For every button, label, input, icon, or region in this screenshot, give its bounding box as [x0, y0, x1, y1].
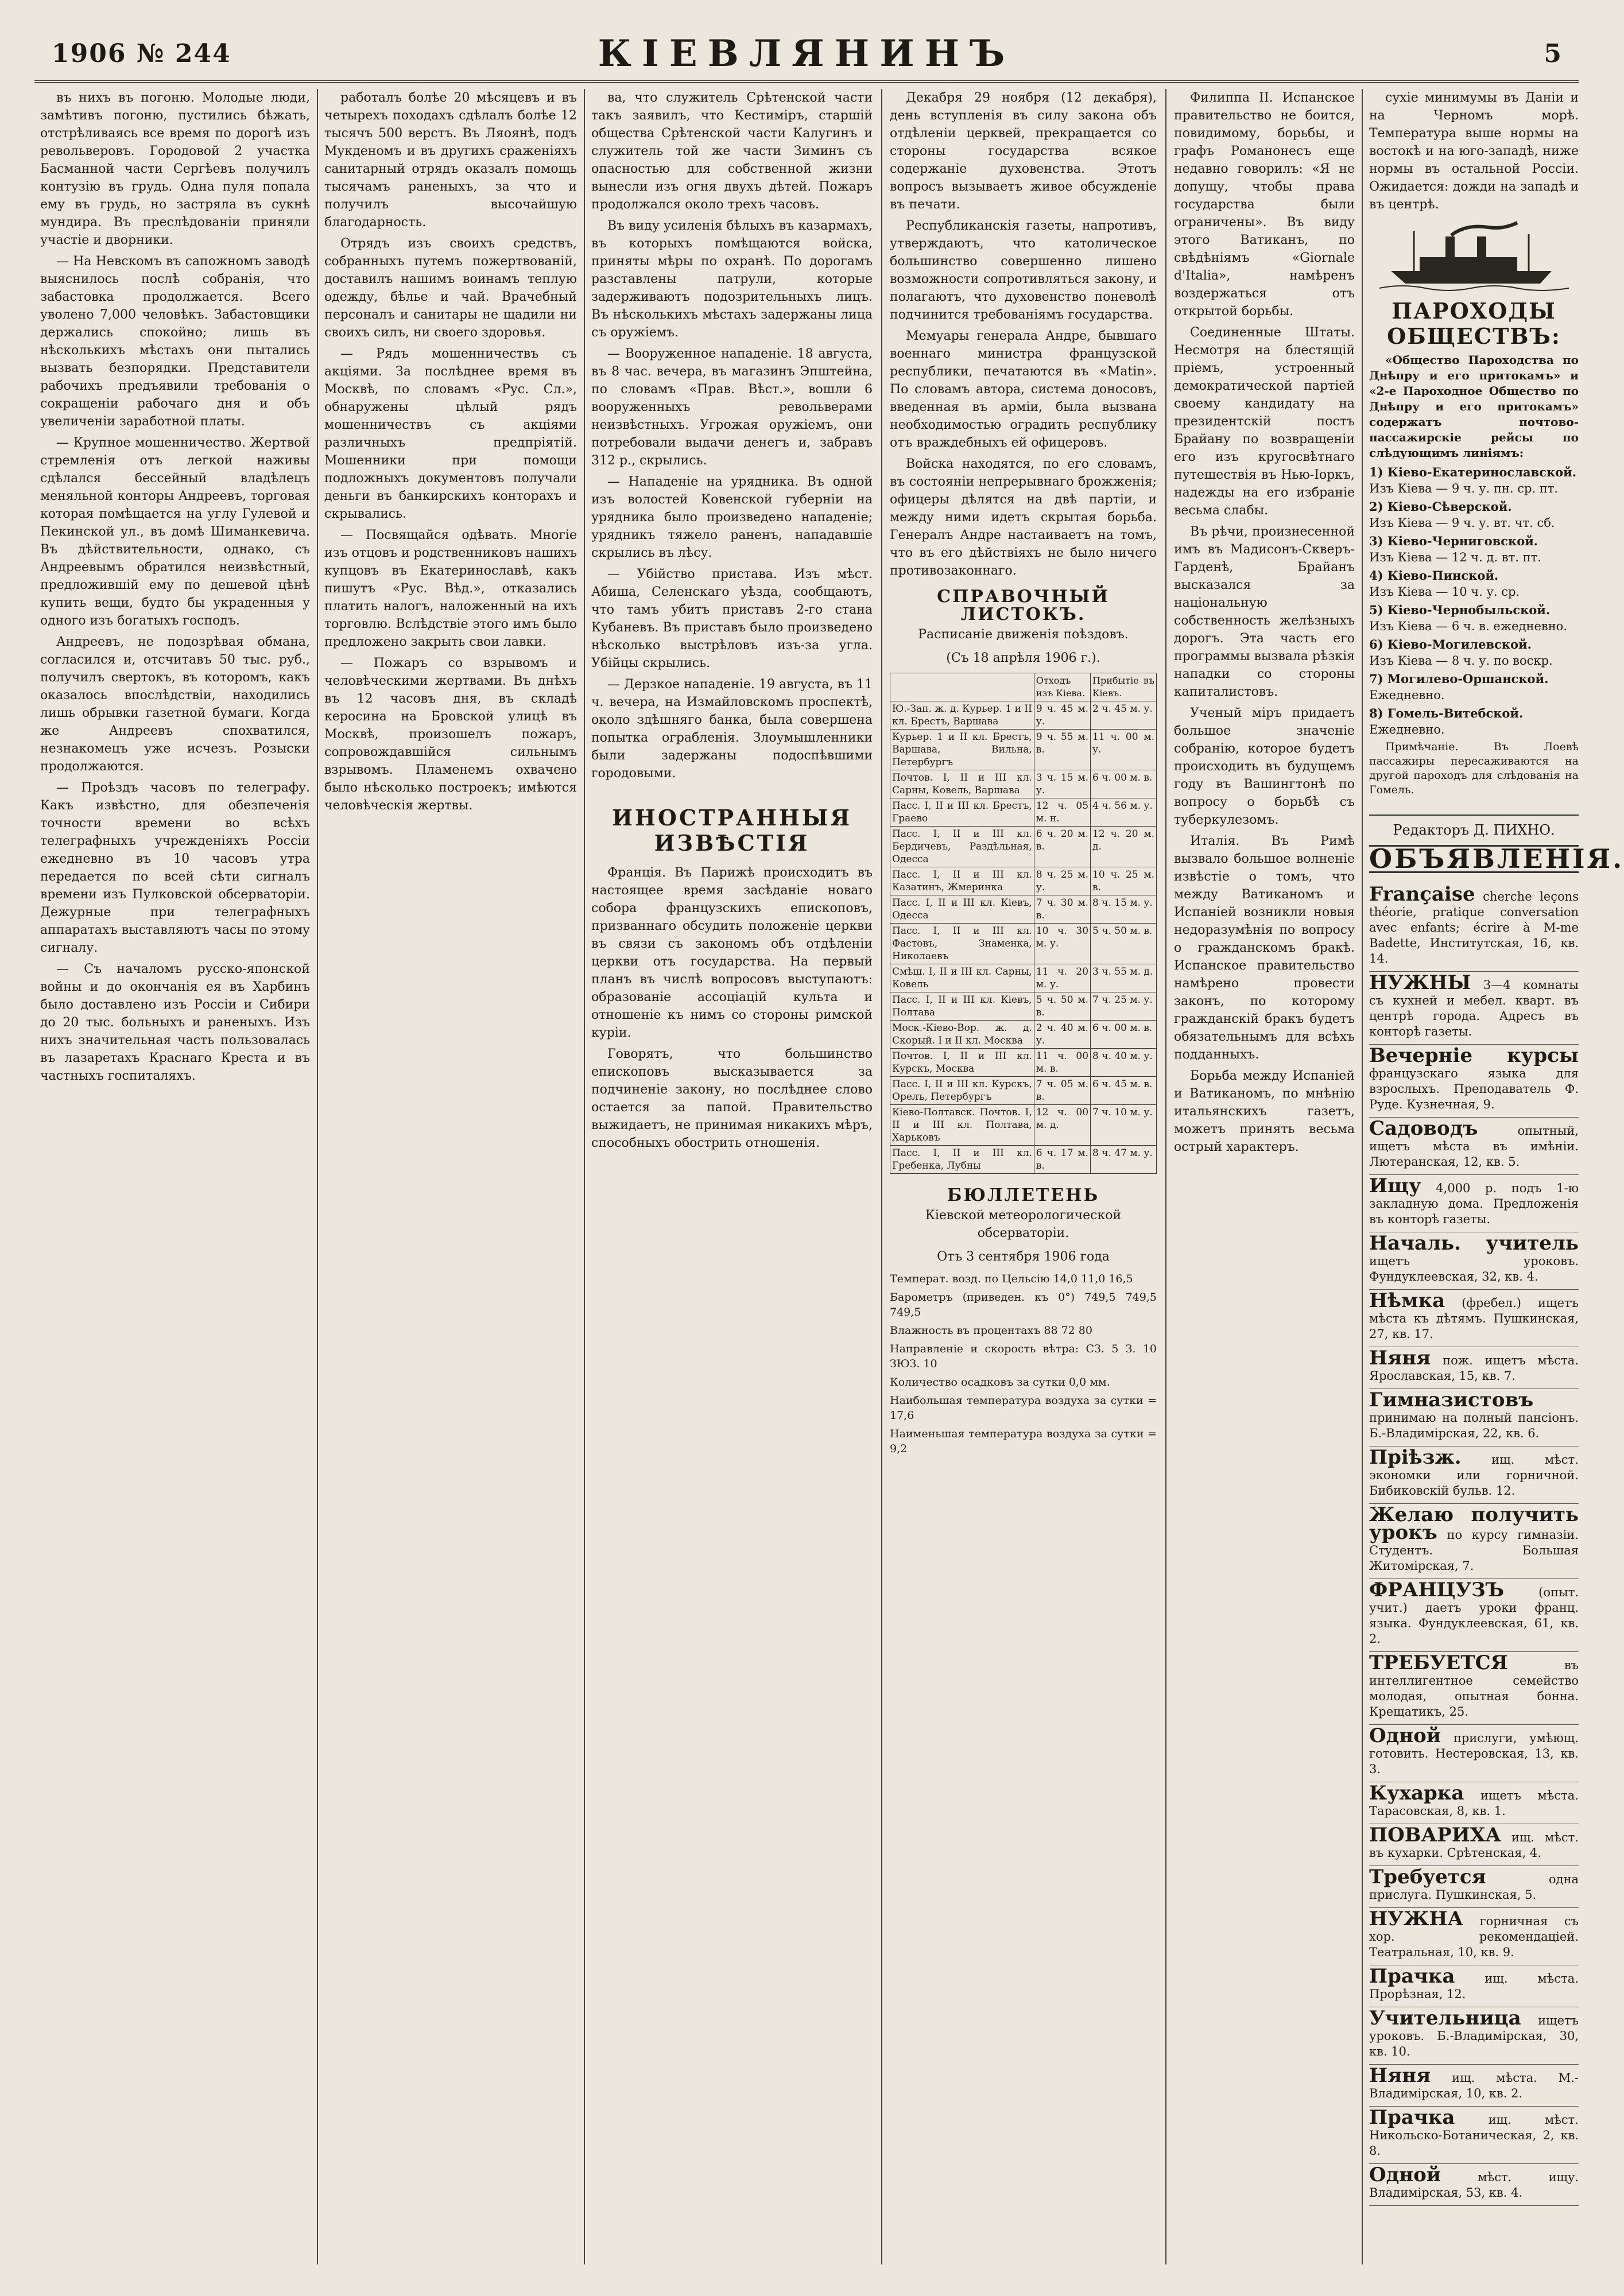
- article-paragraph: Декабря 29 ноября (12 декабря), день вступленія въ силу закона объ отдѣленіи церквей, прекращается со стороны государства всякое содержаніе духовенства. Этотъ вопросъ вызываетъ живое обсужденіе въ печати.: [890, 91, 1157, 212]
- timetable-row: [890, 992, 1157, 1021]
- ad-text: пож. ищетъ мѣста. Ярославская, 15, кв. 7.: [1369, 1353, 1579, 1383]
- ad-keyword: Одной: [1369, 2163, 1441, 2186]
- classified-ad: [1369, 972, 1579, 1045]
- article-paragraph: Андреевъ, не подозрѣвая обмана, согласился и, отсчитавъ 50 тыс. руб., получилъ свертокъ, въ которомъ, какъ оказалось впослѣдствіи, находились лишь обрывки газетной бумаги. Когда же Андреевъ спохватился, незнакомецъ уже исчезъ. Розыски продолжаются.: [40, 635, 310, 774]
- ad-text: (фребел.) ищетъ мѣста къ дѣтямъ. Пушкинская, 27, кв. 17.: [1369, 1296, 1579, 1341]
- train-route: Пасс. I, II и III кл. Курскъ, Орелъ, Петербургъ: [890, 1077, 1034, 1105]
- bulletin-line: Температ. возд. по Цельсію 14,0 11,0 16,5: [890, 1273, 1133, 1285]
- ad-keyword: Ищу: [1369, 1174, 1421, 1197]
- column-rule: [317, 89, 318, 2264]
- ad-keyword: Няня: [1369, 1347, 1431, 1370]
- column-6: [1369, 89, 1624, 2264]
- ad-keyword: Нѣмка: [1369, 1289, 1445, 1312]
- bulletin-line: Барометръ (приведен. къ 0°) 749,5 749,5 749,5: [890, 1291, 1157, 1318]
- ad-keyword: НУЖНА: [1369, 1907, 1464, 1930]
- ad-text: опытный, ищетъ мѣста въ имѣніи. Лютеранская, 12, кв. 5.: [1369, 1124, 1579, 1169]
- ad-text: cherche leçons théorie, pratique conversation avec enfants; écrire à M-me Badette, Институтская, 16, кв. 14.: [1369, 890, 1579, 965]
- editor-line: Редакторъ Д. ПИХНО.: [1369, 815, 1579, 839]
- timetable-row: [890, 895, 1157, 924]
- article-paragraph: — Съ началомъ русско-японской войны и до окончанія ея въ Харбинъ было доставлено изъ Россіи и Сибири до 20 тыс. больныхъ и раненыхъ. Изъ нихъ значительная часть пользовалась въ лазаретахъ Краснаго Креста и въ частныхъ госпиталяхъ.: [40, 962, 310, 1083]
- departure-time: 7 ч. 30 м. в.: [1034, 895, 1090, 924]
- route-item: [1369, 464, 1579, 497]
- ad-keyword: ТРЕБУЕТСЯ: [1369, 1651, 1508, 1674]
- bulletin-subtitle: Кіевской метеорологической обсерваторіи.: [925, 1208, 1122, 1240]
- ad-keyword: Кухарка: [1369, 1782, 1464, 1805]
- ad-text: ищетъ уроковъ. Б.-Владимірская, 30, кв. 10.: [1369, 2014, 1579, 2058]
- timetable-row: [890, 1049, 1157, 1077]
- train-route: Смѣш. I, II и III кл. Сарны, Ковель: [890, 964, 1034, 992]
- route-detail: Изъ Кіева — 9 ч. у. вт. чт. сб.: [1369, 516, 1555, 530]
- classified-ad: [1369, 1389, 1579, 1446]
- ad-keyword: Началь. учитель: [1369, 1232, 1579, 1255]
- weather-paragraph: сухіе минимумы въ Даніи и на Черномъ морѣ. Температура выше нормы на востокѣ и на юго-западѣ, ниже нормы въ остальной Россіи. Ожидается: дожди на западѣ и въ центрѣ.: [1369, 91, 1579, 212]
- classified-ad: [1369, 1908, 1579, 1965]
- route-name: 2) Кіево-Сѣверской.: [1369, 499, 1512, 514]
- column-3: [591, 89, 873, 2264]
- column-rule: [881, 89, 882, 2264]
- departure-time: 12 ч. 05 м. н.: [1034, 798, 1090, 827]
- route-item: [1369, 671, 1579, 703]
- ad-keyword: Прачка: [1369, 2106, 1455, 2129]
- bulletin-line: Наименьшая температура воздуха за сутки = 9,2: [890, 1428, 1157, 1455]
- train-route: Ю.-Зап. ж. д. Курьер. 1 и II кл. Брестъ, Варшава: [890, 701, 1034, 730]
- ad-text: 4,000 р. подъ 1-ю закладную дома. Предложенія въ конторѣ газеты.: [1369, 1181, 1579, 1226]
- issue-date: 1906 № 244: [52, 39, 231, 68]
- arrival-time: 12 ч. 20 м. д.: [1091, 827, 1157, 867]
- route-item: [1369, 705, 1579, 738]
- column-1: [40, 89, 310, 2264]
- classified-ad: [1369, 1579, 1579, 1652]
- ad-keyword: ПОВАРИХА: [1369, 1824, 1501, 1847]
- ad-text: ищетъ мѣста. Тарасовская, 8, кв. 1.: [1369, 1789, 1579, 1818]
- route-detail: Ежедневно.: [1369, 723, 1445, 736]
- ad-text: мѣст. ищу. Владимірская, 53, кв. 4.: [1369, 2170, 1579, 2200]
- classified-ad: [1369, 883, 1579, 972]
- classified-ad: [1369, 2107, 1579, 2164]
- route-detail: Изъ Кіева — 12 ч. д. вт. пт.: [1369, 550, 1541, 564]
- bulletin-line: Влажность въ процентахъ 88 72 80: [890, 1324, 1092, 1337]
- column-4: [890, 89, 1157, 2264]
- ad-keyword: Садоводъ: [1369, 1117, 1478, 1140]
- route-name: 8) Гомель-Витебской.: [1369, 706, 1524, 720]
- ad-text: ищ. мѣст. экономки или горничной. Бибиковскій бульв. 12.: [1369, 1453, 1579, 1498]
- article-paragraph: Отрядъ изъ своихъ средствъ, собранныхъ путемъ пожертвованій, доставилъ нашимъ воинамъ теплую одежду, бѣлье и чай. Врачебный персоналъ и санитары не щадили ни своихъ силъ, ни своего здоровья.: [324, 236, 577, 340]
- steamship-note: Примѣчаніе. Въ Лоевѣ пассажиры пересаживаются на другой пароходъ для слѣдованія на Гомель.: [1369, 740, 1579, 796]
- article-paragraph: Въ виду усиленія бѣлыхъ въ казармахъ, въ которыхъ помѣщаются войска, приняты мѣры по охранѣ. По дорогамъ разставлены патрули, которые задерживаютъ подозрительныхъ лицъ. Въ нѣсколькихъ мѣстахъ задержаны лица съ оружіемъ.: [591, 219, 873, 340]
- arrival-time: 3 ч. 55 м. д.: [1091, 964, 1157, 992]
- column-2: [324, 89, 577, 2264]
- departure-time: 6 ч. 17 м. в.: [1034, 1146, 1090, 1174]
- departure-time: 8 ч. 25 м. у.: [1034, 867, 1090, 895]
- timetable-row: [890, 1077, 1157, 1105]
- article-paragraph: Говорятъ, что большинство епископовъ высказывается за подчиненіе закону, но послѣднее слово остается за папой. Правительство выжидаетъ, не принимая никакихъ мѣръ, способныхъ обострить отношенія.: [591, 1047, 873, 1150]
- ad-keyword: Française: [1369, 883, 1475, 906]
- arrival-time: 7 ч. 25 м. у.: [1091, 992, 1157, 1021]
- train-route: Пасс. I, II и III кл. Бердичевъ, Раздѣльная, Одесса: [890, 827, 1034, 867]
- column-rule: [584, 89, 585, 2264]
- departure-time: 6 ч. 20 м. в.: [1034, 827, 1090, 867]
- arrival-time: 11 ч. 00 м. у.: [1091, 730, 1157, 770]
- route-detail: Изъ Кіева — 10 ч. у. ср.: [1369, 585, 1520, 599]
- ad-keyword: Желаю получить урокъ: [1369, 1503, 1579, 1544]
- ad-keyword: Пріѣзж.: [1369, 1446, 1462, 1469]
- schedule-subtitle: Расписаніе движенія поѣздовъ.: [918, 627, 1129, 642]
- departure-time: 11 ч. 00 м. в.: [1034, 1049, 1090, 1077]
- arrival-time: 4 ч. 56 м. у.: [1091, 798, 1157, 827]
- ad-keyword: Прачка: [1369, 1965, 1455, 1988]
- timetable-header: Отходъ изъ Кіева.: [1034, 673, 1090, 701]
- bulletin-line: Наибольшая температура воздуха за сутки = 17,6: [890, 1394, 1157, 1422]
- classified-ad: [1369, 1290, 1579, 1347]
- route-detail: Ежедневно.: [1369, 688, 1445, 702]
- classified-ad: [1369, 1866, 1579, 1908]
- ad-text: ищ. мѣста. Прорѣзная, 12.: [1369, 1972, 1579, 2001]
- arrival-time: 6 ч. 00 м. в.: [1091, 770, 1157, 798]
- arrival-time: 5 ч. 50 м. в.: [1091, 924, 1157, 964]
- column-rule: [1362, 89, 1363, 2264]
- ad-text: ищ. мѣста. М.-Владимірская, 10, кв. 2.: [1369, 2071, 1579, 2100]
- timetable-row: [890, 1021, 1157, 1049]
- newspaper-title: КІЕВЛЯНИНЪ: [598, 32, 1016, 75]
- departure-time: 5 ч. 50 м. в.: [1034, 992, 1090, 1021]
- article-paragraph: — Посвящайся одѣвать. Многіе изъ отцовъ и родственниковъ нашихъ купцовъ въ Екатеринославѣ, какъ пишутъ «Рус. Вѣд.», отказались платить налогъ, наложенный на ихъ торговлю. Вслѣдствіе этого имъ было предложено закрыть свои лавки.: [324, 528, 577, 649]
- route-item: [1369, 637, 1579, 669]
- ad-text: горничная съ хор. рекомендаціей. Театральная, 10, кв. 9.: [1369, 1914, 1579, 1959]
- timetable-row: [890, 1105, 1157, 1146]
- ad-text: по курсу гимназіи. Студентъ. Большая Житомірская, 7.: [1369, 1528, 1579, 1573]
- article-paragraph: — Рядъ мошенничествъ съ акціями. За послѣднее время въ Москвѣ, по словамъ «Рус. Сл.», обнаружены цѣлый рядъ мошенничествъ съ акціями различныхъ предпріятій. Мошенники при помощи подложныхъ документовъ получали деньги въ банкирскихъ конторахъ и скрывались.: [324, 347, 577, 521]
- column-rule: [1165, 89, 1166, 2264]
- route-name: 3) Кіево-Черниговской.: [1369, 534, 1538, 548]
- arrival-time: 10 ч. 25 м. в.: [1091, 867, 1157, 895]
- timetable-header: [890, 673, 1034, 701]
- train-route: Почтов. I, II и III кл. Сарны, Ковель, Варшава: [890, 770, 1034, 798]
- article-paragraph: — Крупное мошенничество. Жертвой стремленія отъ легкой наживы сдѣлался бессейный владѣлецъ меняльной конторы Андреевъ, торговая которая помѣщается на углу Гулевой и Пекинской ул., въ домѣ Шиманкевича. Въ дѣйствительности, однако, съ Андреевымъ обратился неизвѣстный, предложившій ему по дешевой цѣнѣ купить вещи, будто бы украденныя у одного изъ богатыхъ господъ.: [40, 436, 310, 628]
- classified-ad: [1369, 1965, 1579, 2007]
- train-route: Пасс. I, II и III кл. Кіевъ, Одесса: [890, 895, 1034, 924]
- article-paragraph: Войска находятся, по его словамъ, въ состояніи непрерывнаго брожженія; офицеры дѣлятся на двѣ партіи, и между ними идетъ скрытая борьба. Генералъ Андре настаиваетъ на томъ, что въ его дѣйствіяхъ не было ничего противозаконнаго.: [890, 457, 1157, 578]
- departure-time: 3 ч. 15 м. у.: [1034, 770, 1090, 798]
- steamship-section-title: ПАРОХОДЫ ОБЩЕСТВЪ:: [1387, 298, 1561, 349]
- article-paragraph: Мемуары генерала Андре, бывшаго военнаго министра французской республики, печатаются въ «Matin». По словамъ автора, система доносовъ, введенная въ арміи, была вызвана необходимостью оградить республику отъ враждебныхъ ей офицеровъ.: [890, 329, 1157, 450]
- route-item: [1369, 499, 1579, 531]
- classified-ad: [1369, 1504, 1579, 1579]
- timetable-row: [890, 1146, 1157, 1174]
- bulletin-title: БЮЛЛЕТЕНЬ: [947, 1185, 1100, 1205]
- arrival-time: 8 ч. 47 м. у.: [1091, 1146, 1157, 1174]
- steamship-subtitle: «Общество Пароходства по Днѣпру и его притокамъ» и «2-е Пароходное Общество по Днѣпру и его притокамъ» содержатъ почтово-пассажирскіе рейсы по слѣдующимъ линіямъ:: [1369, 353, 1579, 460]
- article-paragraph: Франція. Въ Парижѣ происходитъ въ настоящее время засѣданіе новаго собора французскихъ епископовъ, призваннаго обсудить положеніе церкви въ связи съ закономъ объ отдѣленіи церкви отъ государства. На первый планъ въ числѣ вопросовъ выступаютъ: образованіе ассоціацій культа и отношеніе къ нимъ со стороны римской куріи.: [591, 866, 873, 1040]
- classified-ad: [1369, 1446, 1579, 1504]
- train-route: Пасс. I, II и III кл. Фастовъ, Знаменка, Николаевъ: [890, 924, 1034, 964]
- foreign-news-heading: ИНОСТРАННЫЯ ИЗВѢСТІЯ: [612, 805, 852, 856]
- route-name: 7) Могилево-Оршанской.: [1369, 672, 1549, 686]
- bulletin-line: Направленіе и скорость вѣтра: СЗ. 5 З. 10 ЗЮЗ. 10: [890, 1343, 1157, 1370]
- article-paragraph: Соединенные Штаты. Несмотря на блестящій пріемъ, устроенный демократической партіей своему кандидату на президентскій постъ Брайану по возвращеніи его изъ кругосвѣтнаго путешествія въ Нью-Іоркъ, надежды на его избраніе весьма слабы.: [1174, 325, 1355, 518]
- timetable-row: [890, 730, 1157, 770]
- timetable-header: Прибытіе въ Кіевъ.: [1091, 673, 1157, 701]
- article-paragraph: Въ рѣчи, произнесенной имъ въ Мадисонъ-Скверъ-Гарденѣ, Брайанъ высказался за національную собственность желѣзныхъ дорогъ. Эта часть его программы вызвала рѣзкія нападки со стороны капиталистовъ.: [1174, 525, 1355, 699]
- route-name: 1) Кіево-Екатеринославской.: [1369, 465, 1577, 479]
- column-5: [1174, 89, 1355, 2264]
- arrival-time: 6 ч. 45 м. в.: [1091, 1077, 1157, 1105]
- classified-ad: [1369, 1232, 1579, 1290]
- classified-ad: [1369, 1118, 1579, 1175]
- route-detail: Изъ Кіева — 9 ч. у. пн. ср. пт.: [1369, 482, 1559, 495]
- ad-keyword: Гимназистовъ: [1369, 1389, 1534, 1411]
- classified-ad: [1369, 1347, 1579, 1389]
- classified-ad: [1369, 2007, 1579, 2065]
- article-paragraph: работалъ болѣе 20 мѣсяцевъ и въ четырехъ походахъ сдѣлалъ болѣе 12 тысячъ 500 верстъ. Въ Ляоянѣ, подъ Мукденомъ и въ другихъ сраженіяхъ санитарный отрядъ оказалъ помощь тысячамъ раненыхъ, за что и получилъ высочайшую благодарность.: [324, 91, 577, 230]
- classified-ad: [1369, 1652, 1579, 1725]
- route-item: [1369, 602, 1579, 634]
- ad-text: 3—4 комнаты съ кухней и мебел. кварт. въ центрѣ города. Адресъ въ конторѣ газеты.: [1369, 978, 1579, 1038]
- steamship-icon: [1379, 219, 1569, 294]
- timetable-row: [890, 827, 1157, 867]
- ads-list: [1369, 883, 1579, 2206]
- bulletin-date: Отъ 3 сентября 1906 года: [937, 1250, 1110, 1264]
- ad-keyword: Учительница: [1369, 2007, 1521, 2030]
- ad-keyword: Одной: [1369, 1724, 1441, 1747]
- arrival-time: 6 ч. 00 м. в.: [1091, 1021, 1157, 1049]
- route-detail: Изъ Кіева — 6 ч. в. ежедневно.: [1369, 619, 1568, 633]
- article-paragraph: — Вооруженное нападеніе. 18 августа, въ 8 час. вечера, въ магазинъ Эпштейна, по словамъ «Прав. Вѣст.», вошли 6 вооруженныхъ револьверами неизвѣстныхъ. Угрожая оружіемъ, они потребовали выдачи денегъ и, забравъ 312 р., скрылись.: [591, 347, 873, 468]
- bulletin-line: Количество осадковъ за сутки 0,0 мм.: [890, 1376, 1110, 1389]
- schedule-title: СПРАВОЧНЫЙ ЛИСТОКЪ.: [937, 587, 1110, 625]
- classified-ad: [1369, 2164, 1579, 2206]
- train-timetable: [890, 673, 1157, 1174]
- ad-text: въ интеллигентное семейство молодая, опытная бонна. Крещатикъ, 25.: [1369, 1658, 1579, 1719]
- timetable-row: [890, 964, 1157, 992]
- departure-time: 9 ч. 55 м. в.: [1034, 730, 1090, 770]
- departure-time: 12 ч. 00 м. д.: [1034, 1105, 1090, 1146]
- route-name: 4) Кіево-Пинской.: [1369, 568, 1499, 583]
- train-route: Почтов. I, II и III кл. Курскъ, Москва: [890, 1049, 1034, 1077]
- train-route: Пасс. I, II и III кл. Гребенка, Лубны: [890, 1146, 1034, 1174]
- route-item: [1369, 533, 1579, 565]
- arrival-time: 7 ч. 10 м. у.: [1091, 1105, 1157, 1146]
- ad-text: одна прислуга. Пушкинская, 5.: [1369, 1872, 1579, 1902]
- departure-time: 10 ч. 30 м. у.: [1034, 924, 1090, 964]
- train-route: Пасс. I, II и III кл. Брестъ, Граево: [890, 798, 1034, 827]
- classified-ad: [1369, 2065, 1579, 2107]
- article-paragraph: Республиканскія газеты, напротивъ, утверждаютъ, что католическое большинство совершенно лишено возможности сопротивляться закону, и полагаютъ, что духовенство поневолѣ подчинится требованіямъ государства.: [890, 219, 1157, 322]
- classified-ad: [1369, 1782, 1579, 1824]
- ad-text: прислуги, умѣющ. готовить. Нестеровская, 13, кв. 3.: [1369, 1731, 1579, 1776]
- arrival-time: 8 ч. 40 м. у.: [1091, 1049, 1157, 1077]
- ad-text: ищ. мѣст. Никольско-Ботаническая, 2, кв. 8.: [1369, 2113, 1579, 2158]
- ad-keyword: Няня: [1369, 2064, 1431, 2087]
- timetable-row: [890, 701, 1157, 730]
- timetable-row: [890, 798, 1157, 827]
- arrival-time: 2 ч. 45 м. у.: [1091, 701, 1157, 730]
- train-route: Пасс. I, II и III кл. Казатинъ, Жмеринка: [890, 867, 1034, 895]
- ads-title: ОБЪЯВЛЕНІЯ.: [1369, 843, 1624, 874]
- article-paragraph: — Проѣздъ часовъ по телеграфу. Какъ извѣстно, для обезпеченія точности времени во всѣхъ телеграфныхъ учрежденіяхъ Россіи ежедневно въ 10 часовъ утра передается по всей сѣти сигналъ времени изъ Пулковской обсерваторіи. Дежурные при телеграфныхъ аппаратахъ выставляютъ часы по этому сигналу.: [40, 781, 310, 955]
- ad-text: ищетъ уроковъ. Фундуклеевская, 32, кв. 4.: [1369, 1254, 1579, 1283]
- article-paragraph: въ нихъ въ погоню. Молодые люди, замѣтивъ погоню, пустились бѣжать, отстрѣливаясь все время по дорогѣ изъ револьверовъ. Городовой 2 участка Басманной части Сергѣевъ получилъ контузію въ грудь. Одна пуля попала ему въ грудь, но застряла въ сукнѣ мундира. Въ преслѣдованіи приняли участіе и дворники.: [40, 91, 310, 247]
- classified-ad: [1369, 1824, 1579, 1866]
- departure-time: 11 ч. 20 м. у.: [1034, 964, 1090, 992]
- classified-ad: [1369, 1045, 1579, 1118]
- ad-keyword: Требуется: [1369, 1865, 1486, 1888]
- train-route: Курьер. 1 и II кл. Брестъ, Варшава, Вильна, Петербургъ: [890, 730, 1034, 770]
- route-item: [1369, 568, 1579, 600]
- ad-text: французскаго языка для взрослыхъ. Преподаватель Ф. Руде. Кузнечная, 9.: [1369, 1066, 1579, 1111]
- train-route: Моск.-Кіево-Вор. ж. д. Скорый. I и II кл. Москва: [890, 1021, 1034, 1049]
- train-route: Пасс. I, II и III кл. Кіевъ, Полтава: [890, 992, 1034, 1021]
- schedule-note: (Съ 18 апрѣля 1906 г.).: [946, 651, 1100, 665]
- ad-keyword: НУЖНЫ: [1369, 971, 1471, 994]
- route-detail: Изъ Кіева — 8 ч. у. по воскр.: [1369, 654, 1553, 668]
- masthead: [34, 23, 1579, 83]
- timetable-row: [890, 770, 1157, 798]
- article-paragraph: ва, что служитель Срѣтенской части такъ заявилъ, что Кестиміръ, старшій общества Срѣтенской части Калугинъ и служитель той же части Зиминъ съ опасностью для собственной жизни вынесли изъ огня двухъ дѣтей. Пожаръ продолжался около трехъ часовъ.: [591, 91, 873, 212]
- ad-keyword: ФРАНЦУЗЪ: [1369, 1578, 1505, 1601]
- departure-time: 9 ч. 45 м. у.: [1034, 701, 1090, 730]
- ad-text: ищ. мѣст. въ кухарки. Срѣтенская, 4.: [1369, 1830, 1579, 1860]
- classified-ad: [1369, 1725, 1579, 1782]
- ad-text: принимаю на полный пансіонъ. Б.-Владимірская, 22, кв. 6.: [1369, 1411, 1579, 1440]
- classified-ad: [1369, 1175, 1579, 1232]
- departure-time: 7 ч. 05 м. в.: [1034, 1077, 1090, 1105]
- article-paragraph: — Нападеніе на урядника. Въ одной изъ волостей Ковенской губерніи на урядника было произведено нападеніе; урядникъ тяжело раненъ, нападавшіе скрылись въ лѣсу.: [591, 475, 873, 560]
- newspaper-page: [34, 23, 1624, 2273]
- timetable-row: [890, 867, 1157, 895]
- article-paragraph: — Дерзкое нападеніе. 19 августа, въ 11 ч. вечера, на Измайловскомъ проспектѣ, около здѣшняго банка, была совершена попытка ограбленія. Злоумышленники были задержаны подоспѣвшими городовыми.: [591, 677, 873, 781]
- departure-time: 2 ч. 40 м. у.: [1034, 1021, 1090, 1049]
- arrival-time: 8 ч. 15 м. у.: [1091, 895, 1157, 924]
- article-paragraph: Борьба между Испаніей и Ватиканомъ, по мнѣнію итальянскихъ газетъ, можетъ принять весьма острый характеръ.: [1174, 1069, 1355, 1154]
- article-paragraph: Филиппа II. Испанское правительство не боится, повидимому, борьбы, и графъ Романонесъ еще недавно говорилъ: «Я не допущу, чтобы права государства были ограничены». Въ виду этого Ватиканъ, по свѣдѣніямъ «Giornale d'Italia», намѣренъ воздержаться отъ открытой борьбы.: [1174, 91, 1355, 319]
- article-paragraph: — Пожаръ со взрывомъ и человѣческими жертвами. Въ днѣхъ въ 12 часовъ дня, въ складѣ керосина на Бровской улицѣ въ Москвѣ, произошелъ пожаръ, сопровождавшійся сильнымъ взрывомъ. Пламенемъ охвачено было нѣсколько построекъ; имѣются человѣческія жертвы.: [324, 656, 577, 813]
- page-number: 5: [1544, 39, 1561, 68]
- route-name: 5) Кіево-Чернобыльской.: [1369, 603, 1551, 617]
- article-paragraph: Ученый міръ придаетъ большое значеніе собранію, которое будетъ происходить въ будущемъ году въ Вашингтонѣ по вопросу о борьбѣ съ туберкулезомъ.: [1174, 706, 1355, 827]
- article-paragraph: — Убійство пристава. Изъ мѣст. Абиша, Селенскаго уѣзда, сообщаютъ, что тамъ убитъ приставъ 2-го стана Кубаневъ. Въ приставъ было произведено нѣсколько выстрѣловъ изъ-за угла. Убійцы скрылись.: [591, 567, 873, 670]
- train-route: Кіево-Полтавск. Почтов. I, II и III кл. Полтава, Харьковъ: [890, 1105, 1034, 1146]
- article-paragraph: Италія. Въ Римѣ вызвало большое волненіе извѣстіе о томъ, что между Ватиканомъ и Испаніей возникли новыя недоразумѣнія по вопросу о гражданскомъ бракѣ. Испанское правительство намѣрено провести законъ, по которому гражданскій бракъ будетъ обязательнымъ для всѣхъ подданныхъ.: [1174, 834, 1355, 1062]
- article-paragraph: — На Невскомъ въ сапожномъ заводѣ выяснилось послѣ собранія, что забастовка продолжается. Всего уволено 7,000 человѣкъ. Забастовщики держались спокойно; лишь въ нѣсколькихъ мѣстахъ они пытались вызвать безпорядки. Представители рабочихъ предъявили требованія о сокращеніи рабочаго дня и объ увеличеніи заработной платы.: [40, 254, 310, 429]
- route-name: 6) Кіево-Могилевской.: [1369, 637, 1532, 651]
- ad-keyword: Вечерніе курсы: [1369, 1044, 1579, 1067]
- ad-text: (опыт. учит.) даетъ уроки франц. языка. Фундуклеевская, 61, кв. 2.: [1369, 1585, 1579, 1646]
- timetable-row: [890, 924, 1157, 964]
